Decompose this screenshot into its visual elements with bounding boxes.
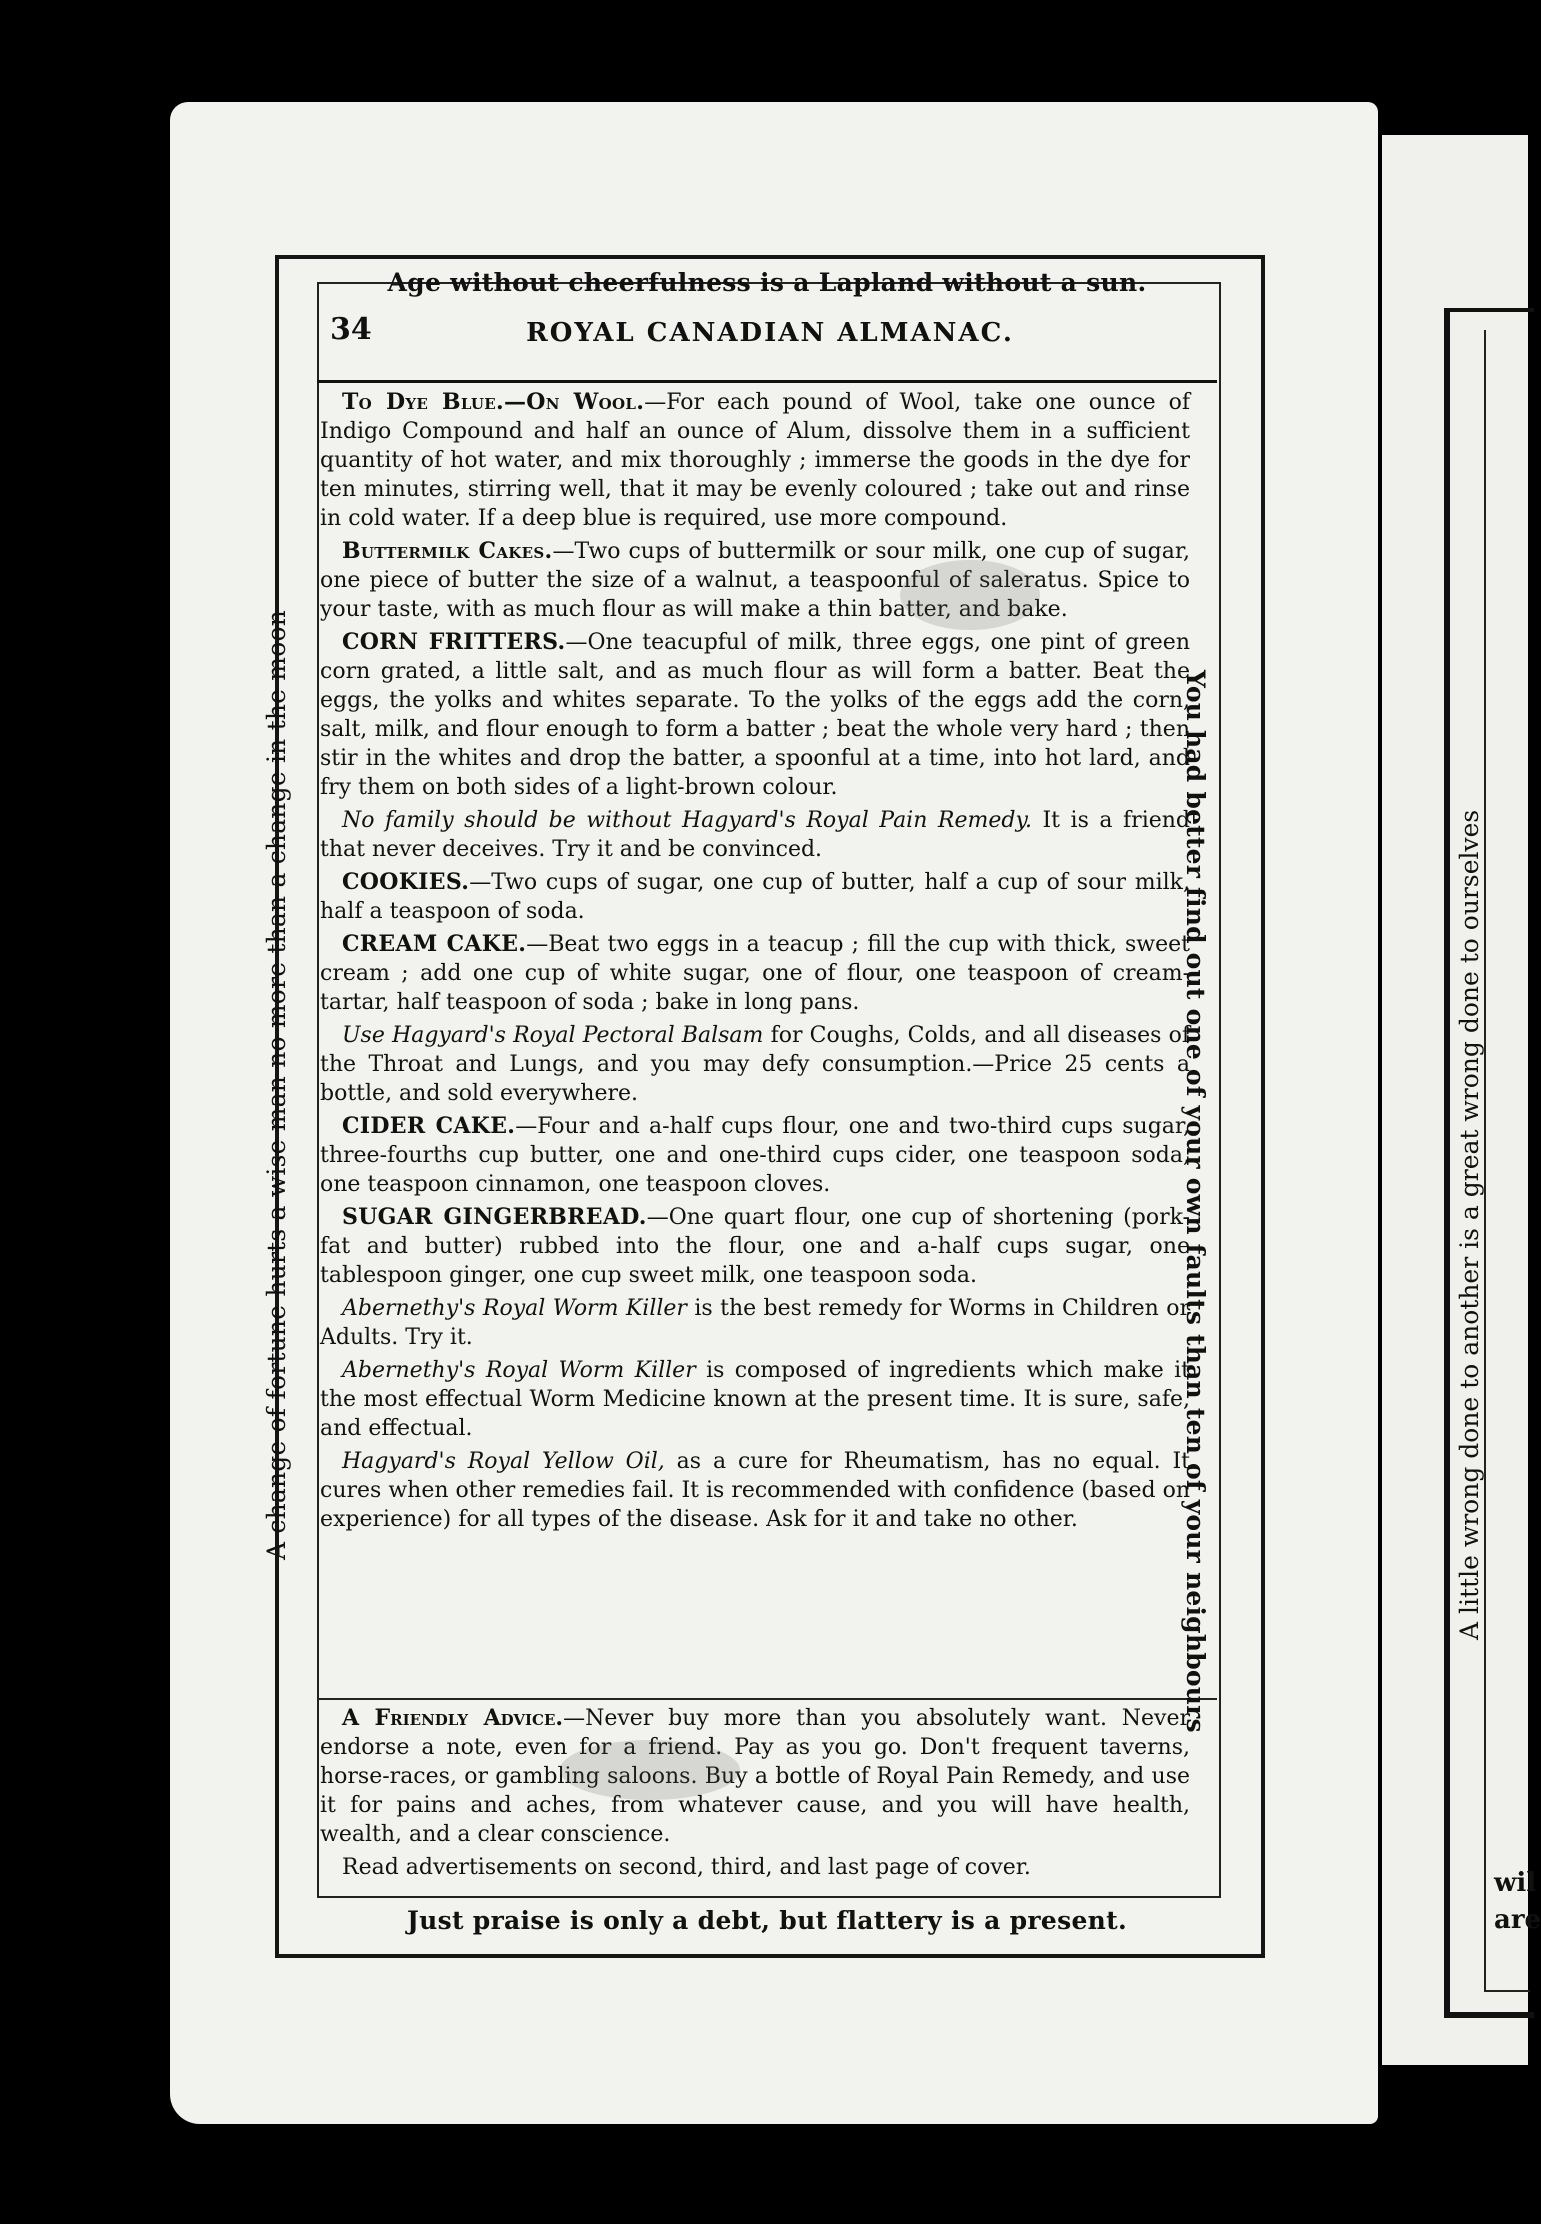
ink-smudge <box>560 1740 740 1800</box>
page-number: 34 <box>330 312 372 347</box>
ad-pain-remedy: No family should be without Hagyard's Royal Pain Remedy. It is a friend that never deceives. Try it and be convinced. <box>320 808 1190 862</box>
entry-cider-cake: CIDER CAKE.—Four and a-half cups flour, one and two-third cups sugar, three-fourths cup butter, one and one-third cups cider, one teaspoon soda, one teaspoon cinnamon, one teaspoon cloves. <box>320 1113 1190 1197</box>
bottom-motto: Just praise is only a debt, but flattery is a present. <box>406 1906 1128 1935</box>
advice-divider <box>317 1698 1217 1700</box>
facing-page-inner-frame <box>1484 330 1530 1992</box>
ad-yellow-oil: Hagyard's Royal Yellow Oil, as a cure for Rheumatism, has no equal. It cures when other remedies fail. It is recommended with confidence (based on experience) for all types of the disease. Ask for it and take no other. <box>320 1449 1190 1532</box>
facing-page-fragment-2: are <box>1494 1905 1541 1935</box>
facing-page-side-motto: A little wrong done to another is a great wrong done to ourselves <box>1455 809 1484 1640</box>
ad-pectoral-balsam: Use Hagyard's Royal Pectoral Balsam for Coughs, Colds, and all diseases of the Throat and Lungs, and you may defy consumption.—Price 25 cents a bottle, and sold everywhere. <box>320 1023 1191 1106</box>
top-motto: Age without cheerfulness is a Lapland without a sun. <box>387 268 1147 297</box>
ad-worm-killer-1: Abernethy's Royal Worm Killer is the best remedy for Worms in Children or Adults. Try it. <box>320 1296 1190 1350</box>
entry-buttermilk-cakes: Buttermilk Cakes.—Two cups of buttermilk or sour milk, one cup of sugar, one piece of butter the size of a walnut, a teaspoonful of saleratus. Spice to your taste, with as much flour as will make a thin batter, and bake. <box>320 538 1190 622</box>
entry-cream-cake: CREAM CAKE.—Beat two eggs in a teacup ; fill the cup with thick, sweet cream ; add one cup of white sugar, one of flour, one teaspoon of cream-tartar, half teaspoon of soda ; bake in long pans. <box>320 931 1190 1015</box>
right-side-motto: You had better find out one of your own faults than ten of your neighbours <box>1181 670 1210 1733</box>
advice-closing: Read advertisements on second, third, and last page of cover. <box>342 1855 1031 1880</box>
recipe-column <box>320 388 1190 1538</box>
ad-worm-killer-2: Abernethy's Royal Worm Killer is composed of ingredients which make it the most effectual Worm Medicine known at the present time. It is sure, safe, and effectual. <box>320 1358 1190 1441</box>
ink-smudge <box>900 560 1040 630</box>
header-rule <box>317 380 1217 383</box>
facing-page-fragment-1: wil <box>1494 1868 1537 1898</box>
entry-sugar-gingerbread: SUGAR GINGERBREAD.—One quart flour, one cup of shortening (pork-fat and butter) rubbed into the flour, one and a-half cups sugar, one tablespoon ginger, one cup sweet milk, one teaspoon soda. <box>320 1204 1190 1288</box>
entry-dye-blue: To Dye Blue.—On Wool.—For each pound of Wool, take one ounce of Indigo Compound and half an ounce of Alum, dissolve them in a sufficient quantity of hot water, and mix thoroughly ; immerse the goods in the dye for ten minutes, stirring well, that it may be evenly coloured ; take out and rinse in cold water. If a deep blue is required, use more compound. <box>320 389 1190 531</box>
left-side-motto: A change of fortune hurts a wise man no more than a change in the moon <box>262 610 291 1560</box>
friendly-advice: A Friendly Advice.—Never buy more than you absolutely want. Never endorse a note, even for a friend. Pay as you go. Don't frequent taverns, horse-races, or gambling saloons. Buy a bottle of Royal Pain Remedy, and use it for pains and aches, from whatever cause, and you will have health, wealth, and a clear conscience. <box>320 1705 1190 1847</box>
friendly-advice-block <box>320 1704 1190 1886</box>
entry-corn-fritters: CORN FRITTERS.—One teacupful of milk, three eggs, one pint of green corn grated, a little salt, and as much flour as will form a batter. Beat the eggs, the yolks and whites separate. To the yolks of the eggs add the corn, salt, milk, and flour enough to form a batter ; beat the whole very hard ; then stir in the whites and drop the batter, a spoonful at a time, into hot lard, and fry them on both sides of a light-brown colour. <box>320 629 1190 800</box>
entry-cookies: COOKIES.—Two cups of sugar, one cup of butter, half a cup of sour milk, half a teaspoon of soda. <box>320 869 1190 924</box>
running-head: ROYAL CANADIAN ALMANAC. <box>526 318 1014 348</box>
